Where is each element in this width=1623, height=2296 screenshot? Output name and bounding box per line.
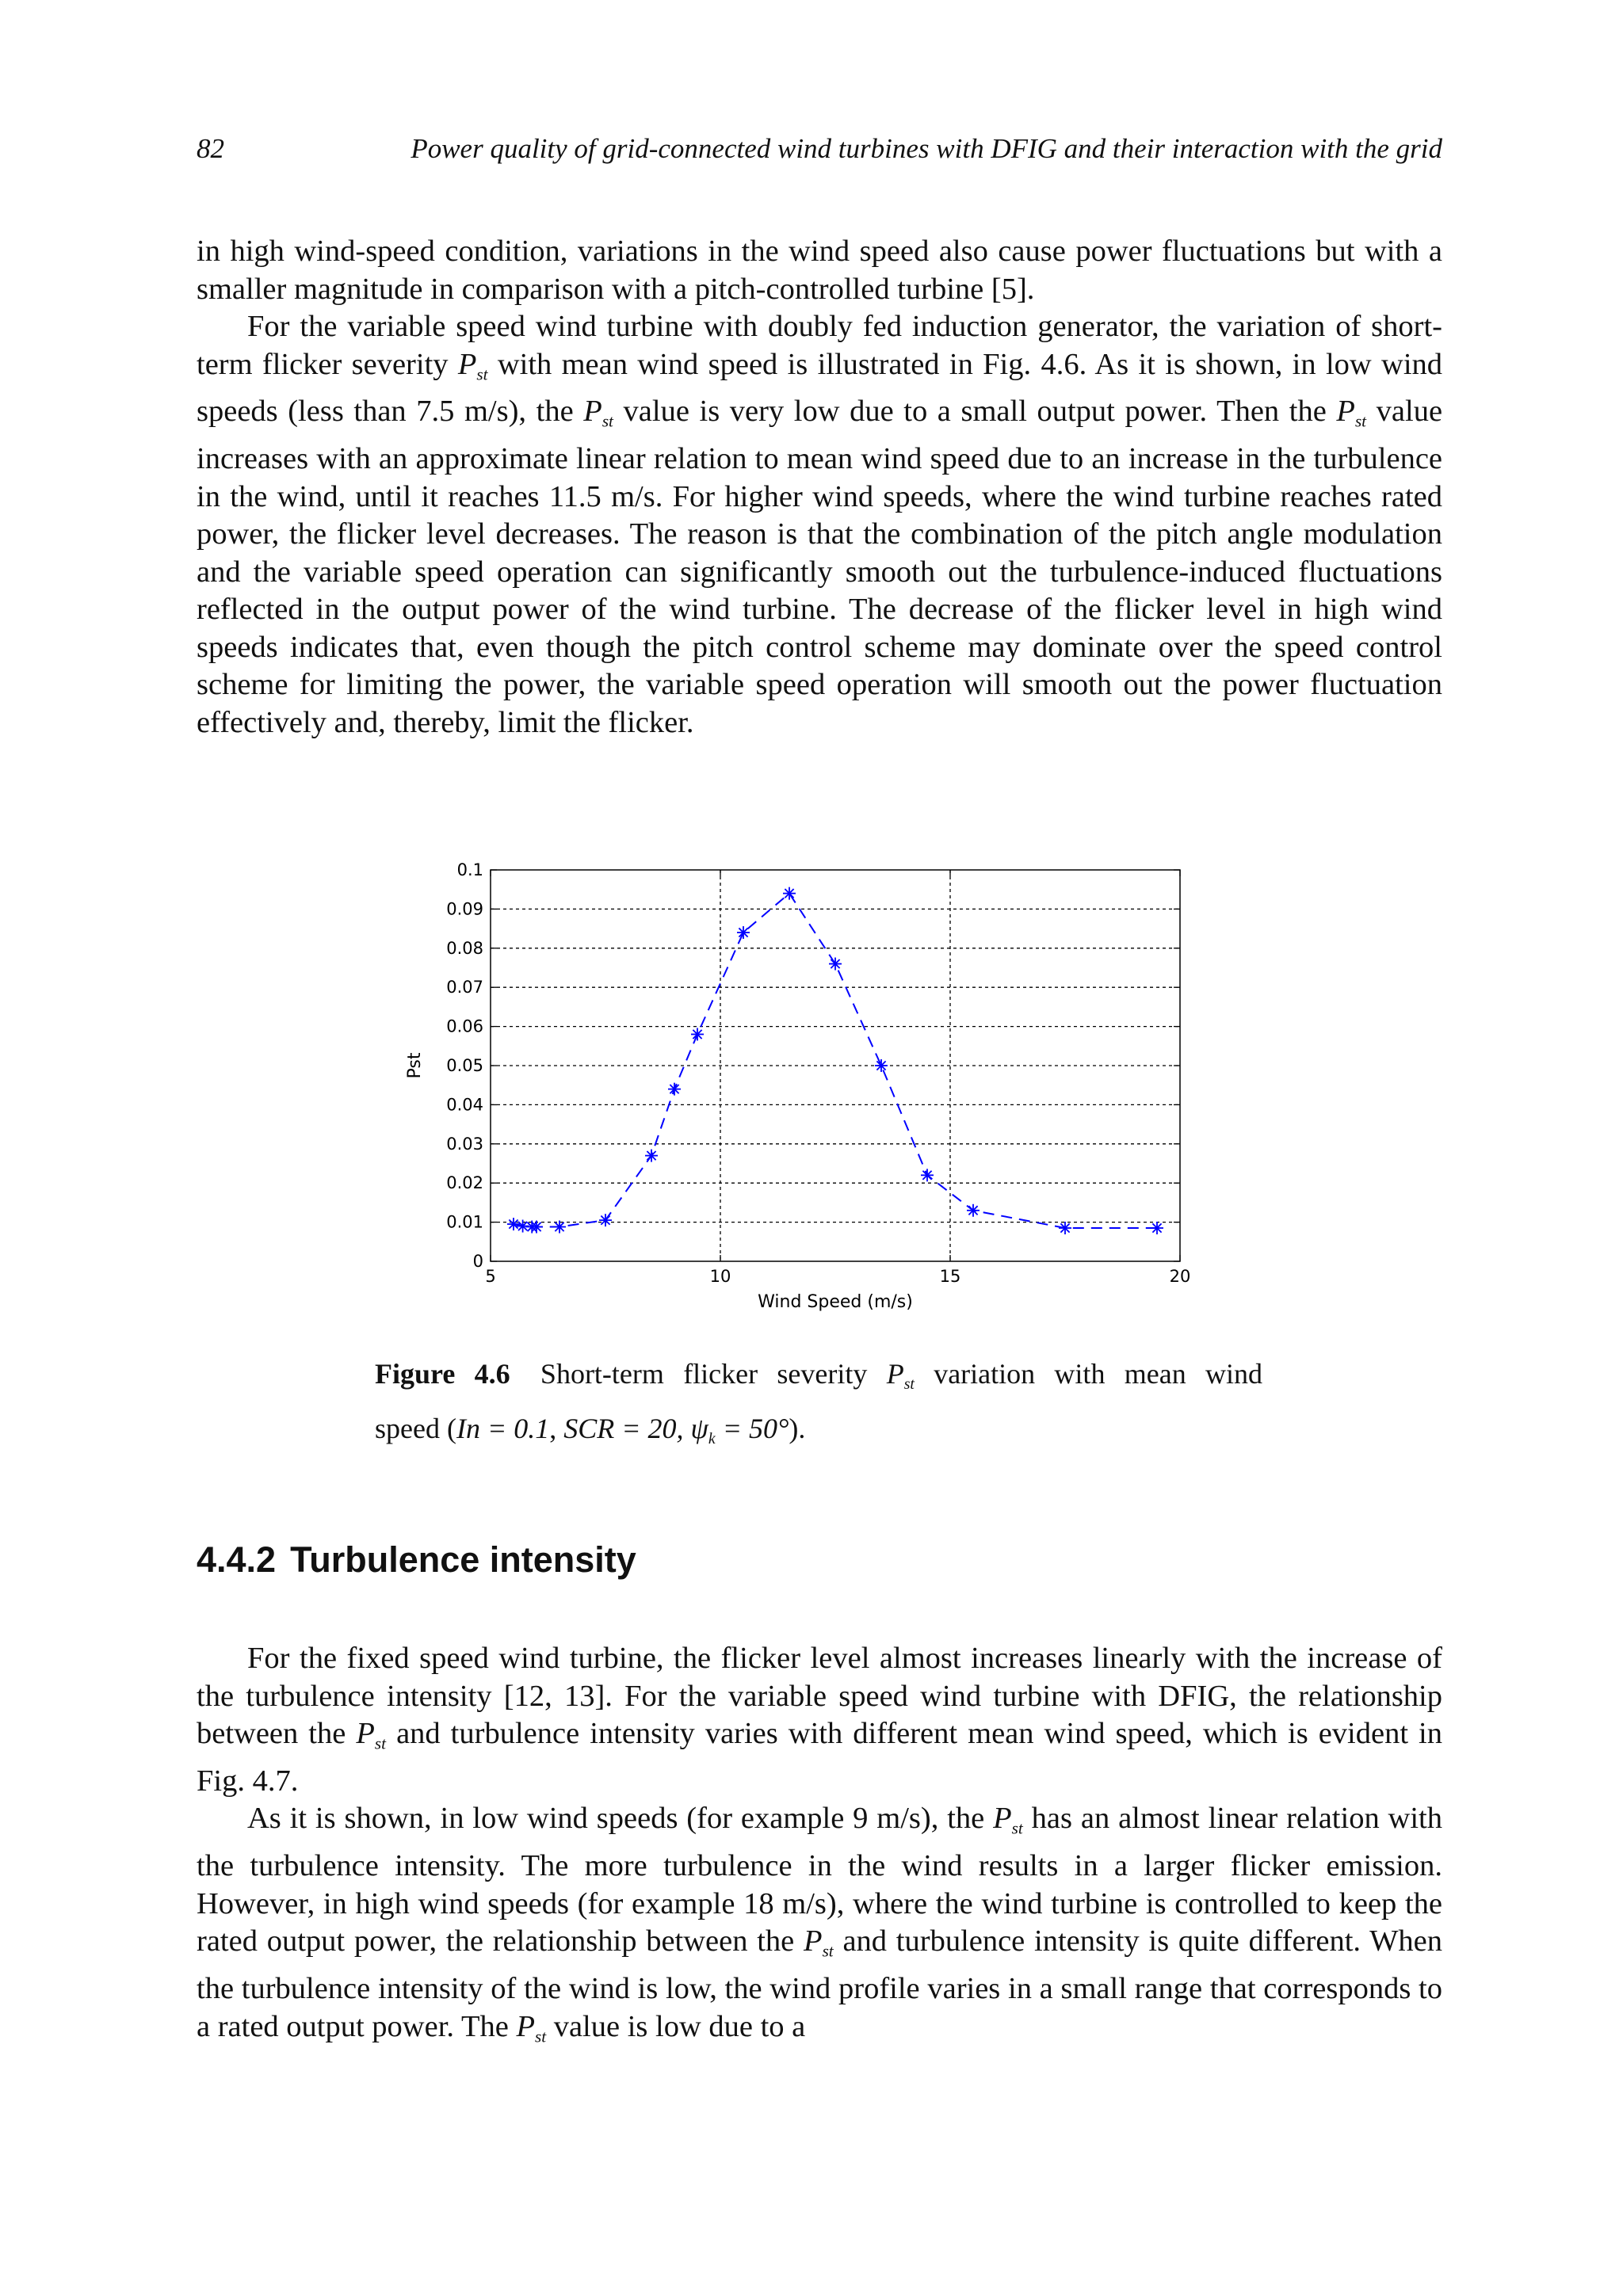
page-number: 82 — [197, 133, 224, 164]
data-point — [783, 887, 796, 900]
data-point — [921, 1169, 934, 1181]
pst-symbol: $P_{st}$ — [1336, 395, 1367, 431]
x-tick-label: 5 — [485, 1267, 496, 1286]
data-point — [691, 1028, 704, 1040]
body-text-top — [197, 233, 1442, 742]
data-point — [517, 1220, 529, 1233]
data-point — [1059, 1222, 1071, 1234]
pst-symbol: $P_{st}$ — [516, 2009, 547, 2046]
section-heading — [197, 1539, 651, 1581]
y-tick-label: 0.01 — [446, 1212, 483, 1232]
y-tick-label: 0.03 — [446, 1134, 483, 1154]
y-tick-label: 0.06 — [446, 1016, 483, 1036]
x-tick-label: 10 — [709, 1267, 731, 1286]
y-tick-label: 0.07 — [446, 978, 483, 997]
data-point — [507, 1218, 520, 1230]
data-point — [668, 1083, 681, 1096]
pst-vs-windspeed-chart — [396, 848, 1205, 1323]
paragraph: For the fixed speed wind turbine, the flicker level almost increases linearly with the increase of the turbulence intensity [12, 13]. For the variable speed wind turbine with DFIG, the relationship between the $P_{st}$ and turbulence intensity varies with different mean wind speed, which is evident in Fig. 4.7. — [197, 1642, 1442, 1798]
pst-symbol: $P_{st}$ — [356, 1717, 387, 1753]
y-tick-label: 0.08 — [446, 938, 483, 958]
data-point — [645, 1150, 658, 1162]
body-text-bottom — [197, 1640, 1442, 2056]
section-number: 4.4.2 — [197, 1539, 277, 1580]
data-point — [829, 958, 842, 971]
x-axis-label: Wind Speed (m/s) — [758, 1292, 913, 1312]
x-tick-label: 20 — [1169, 1267, 1191, 1286]
y-tick-label: 0 — [472, 1252, 483, 1271]
pst-symbol: $P_{st}$ — [993, 1802, 1023, 1838]
y-tick-label: 0.04 — [446, 1095, 483, 1115]
data-point — [967, 1204, 980, 1217]
x-tick-label: 15 — [939, 1267, 961, 1286]
paragraph: in high wind-speed condition, variations in the wind speed also cause power fluctuations but with a smaller magnitude in comparison with a pitch-controlled turbine [5]. — [197, 235, 1442, 306]
pst-symbol: $P_{st}$ — [583, 395, 613, 431]
data-point — [737, 926, 750, 939]
y-tick-label: 0.02 — [446, 1173, 483, 1193]
paragraph: For the variable speed wind turbine with doubly fed induction generator, the variation of short-term flicker severity $P_{st}$ with mean wind speed is illustrated in Fig. 4.6. As it is shown, in low wind speeds (less than 7.5 m/s), the $P_{st}$ value is very low due to a small output power. Then the $P_{st}$ value increases with an approximate linear relation to mean wind speed due to an increase in the turbulence in the wind, until it reaches 11.5 m/s. For higher wind speeds, where the wind turbine reaches rated power, the flicker level decreases. The reason is that the combination of the pitch angle modulation and the variable speed operation can significantly smooth out the turbulence-induced fluctuations reflected in the output power of the wind turbine. The decrease of the flicker level in high wind speeds indicates that, even though the pitch control scheme may dominate over the speed control scheme for limiting the power, the variable speed operation will smooth out the power fluctuation effectively and, thereby, limit the flicker. — [197, 310, 1443, 739]
pst-symbol: $P_{st}$ — [804, 1924, 834, 1961]
y-tick-label: 0.09 — [446, 899, 483, 919]
paragraph: As it is shown, in low wind speeds (for example 9 m/s), the $P_{st}$ has an almost linear relation with the turbulence intensity. The more turbulence in the wind results in a larger flicker emission. However, in high wind speeds (for example 18 m/s), where the wind turbine is controlled to keep the rated output power, the relationship between the $P_{st}$ and turbulence intensity is quite different. When the turbulence intensity of the wind is low, the wind profile varies in a small range that corresponds to a rated output power. The $P_{st}$ value is low due to a — [197, 1802, 1443, 2046]
pst-symbol: $P_{st}$ — [457, 347, 488, 383]
page-header — [197, 133, 1442, 171]
y-tick-label: 0.1 — [456, 860, 483, 879]
data-point — [875, 1059, 888, 1072]
section-title: Turbulence intensity — [290, 1539, 636, 1580]
figure-caption: Figure 4.6 Short-term flicker severity $P_{st}$ variation with mean wind speed (In = 0.1, SCR = 20, $\psi_k = 50^\circ$). — [375, 1358, 1262, 1447]
y-axis-label: Pst — [405, 1052, 425, 1079]
series-line — [514, 894, 1157, 1228]
data-point — [553, 1221, 566, 1234]
pst-symbol: $P_{st}$ — [886, 1358, 915, 1393]
running-title: Power quality of grid-connected wind turbines with DFIG and their interaction with the grid — [411, 133, 1442, 164]
y-tick-label: 0.05 — [446, 1056, 483, 1075]
data-point — [599, 1214, 612, 1226]
data-point — [1151, 1222, 1163, 1234]
figure-label: Figure 4.6 — [375, 1358, 510, 1390]
